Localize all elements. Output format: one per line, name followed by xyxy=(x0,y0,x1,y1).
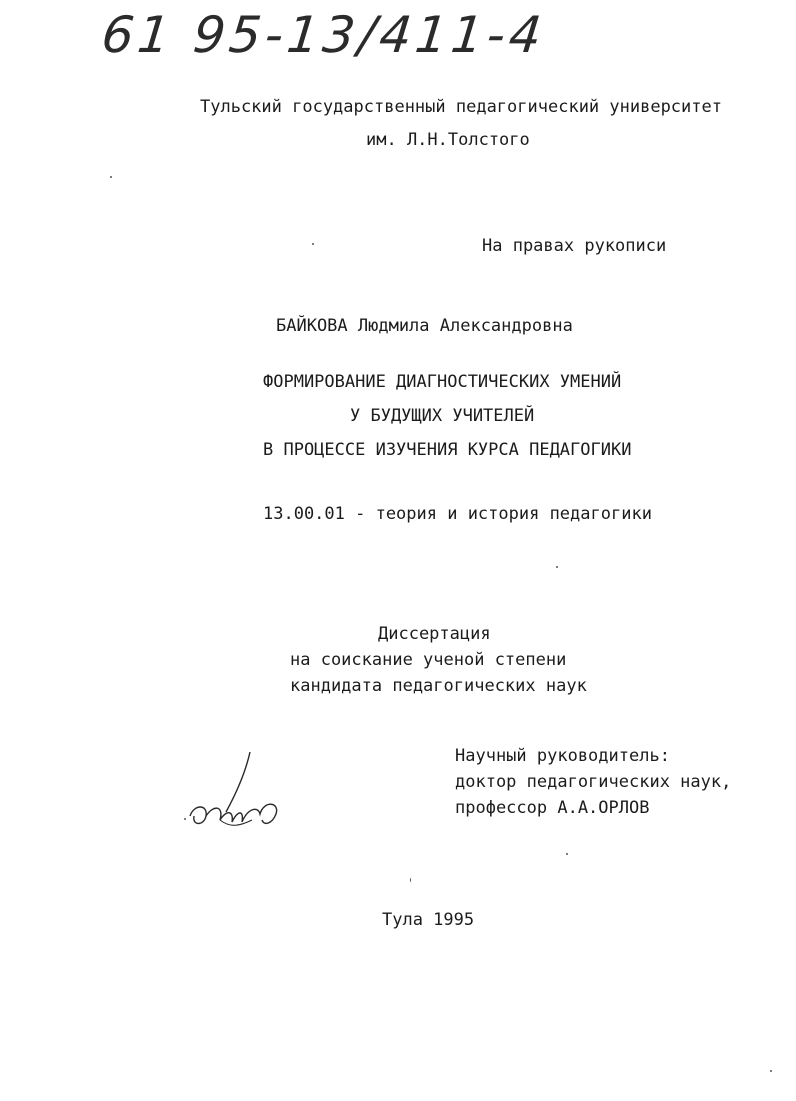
dissertation-label: Диссертация xyxy=(378,624,491,644)
dissertation-degree-line-2: кандидата педагогических наук xyxy=(290,676,587,696)
scan-speck xyxy=(184,818,186,820)
scan-speck xyxy=(770,1070,772,1072)
thesis-title-line-3: В ПРОЦЕССЕ ИЗУЧЕНИЯ КУРСА ПЕДАГОГИКИ xyxy=(263,440,632,460)
university-dedication: им. Л.Н.Толстого xyxy=(366,130,530,150)
supervisor-label: Научный руководитель: xyxy=(455,746,670,766)
signature-image xyxy=(180,750,300,840)
scan-speck xyxy=(556,566,558,568)
dissertation-degree-line-1: на соискание ученой степени xyxy=(290,650,567,670)
author-name: БАЙКОВА Людмила Александровна xyxy=(276,316,573,336)
scan-speck xyxy=(110,176,112,178)
supervisor-degree: доктор педагогических наук, xyxy=(455,772,732,792)
thesis-title-line-2: У БУДУЩИХ УЧИТЕЛЕЙ xyxy=(350,406,535,426)
city-year: Тула 1995 xyxy=(382,910,475,930)
scan-speck xyxy=(410,878,411,882)
thesis-title-line-1: ФОРМИРОВАНИЕ ДИАГНОСТИЧЕСКИХ УМЕНИЙ xyxy=(263,372,622,392)
supervisor-name: профессор А.А.ОРЛОВ xyxy=(455,798,650,818)
archive-code: 61 95-13/411-4 xyxy=(98,6,549,64)
manuscript-note: На правах рукописи xyxy=(482,236,667,256)
specialty-code: 13.00.01 - теория и история педагогики xyxy=(263,504,652,524)
university-name: Тульский государственный педагогический университет xyxy=(200,97,722,117)
scan-speck xyxy=(312,243,314,245)
scan-speck xyxy=(566,853,568,855)
